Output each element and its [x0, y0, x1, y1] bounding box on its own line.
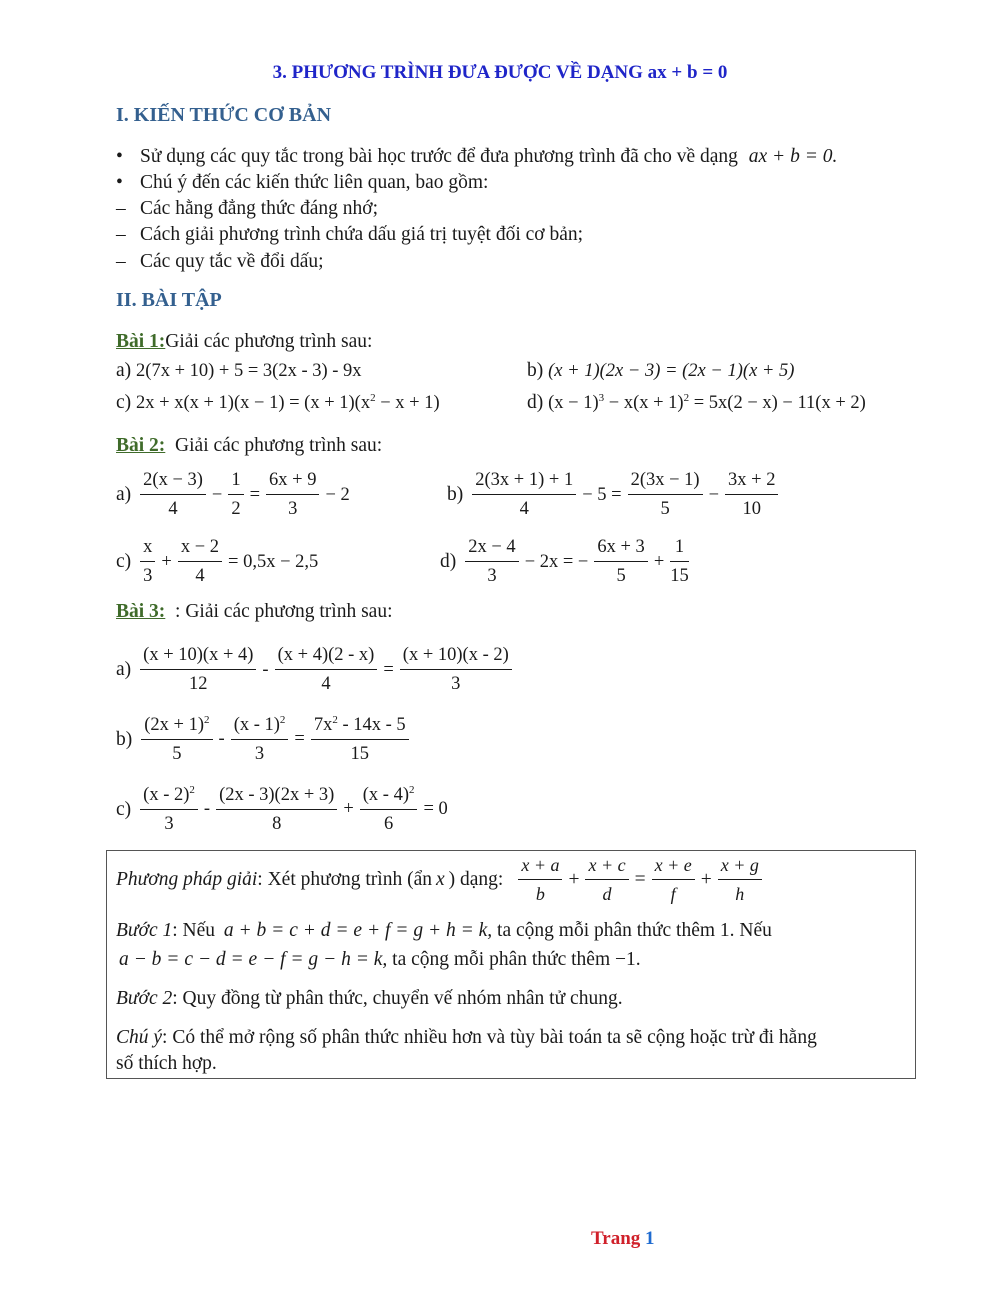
bullet-icon: • — [116, 172, 123, 193]
dash-item: – Cách giải phương trình chứa dấu giá trị tuyệt đối cơ bản; — [116, 224, 584, 245]
bullet-icon: • — [116, 146, 123, 167]
exercise-2c: c) $\frac{x}{3}$ + $\frac{x - 2}{4}$ = 0,5x − 2,5 — [116, 537, 319, 586]
exercise-1a: a) 2(7x + 10) + 5 = 3(2x - 3) - 9x — [116, 360, 362, 381]
exercise-2d: d) $\frac{2x - 4}{3}$ − 2x = − $\frac{6x + 3}{5}$ + $\frac{1}{15}$ — [440, 537, 689, 586]
method-intro: Phương pháp giải : Xét phương trình (ẩn x ) dạng: $\frac{x + a}{b}$ + $\frac{x + c}{d}$ = $\frac{x + e}{f}$ + $\frac{x + g}{h}$ — [116, 855, 765, 905]
dash-item: – Các quy tắc về đổi dấu; — [116, 251, 324, 272]
exercise-1b: b) (x + 1)(2x − 3) = (2x − 1)(x + 5) — [527, 360, 795, 381]
exercise-3c: c) $\frac{(x - 2)^2}{3}$ - $\frac{(2x - 3)(2x + 3)}{8}$ + $\frac{(x - 4)^2}{6}$ = 0 — [116, 784, 448, 834]
section-heading-kien-thuc: I. KIẾN THỨC CƠ BẢN — [116, 104, 332, 126]
exercise-2b: b) $\frac{2(3x + 1) + 1}{4}$ − 5 = $\frac{2(3x - 1)}{5}$ − $\frac{3x + 2}{10}$ — [447, 470, 781, 520]
method-note: Chú ý: Có thể mở rộng số phân thức nhiều hơn và tùy bài toán ta sẽ cộng hoặc trừ đi hằng — [116, 1027, 817, 1048]
exercise-2a: a) $\frac{2(x - 3)}{4}$ − $\frac{1}{2}$ = $\frac{6x + 9}{3}$ − 2 — [116, 470, 350, 519]
exercise-3b: b) $\frac{(2x + 1)^2}{5}$ - $\frac{(x - 1)^2}{3}$ = $\frac{7x^2 - 14x - 5}{15}$ — [116, 714, 412, 765]
section-heading-bai-tap: II. BÀI TẬP — [116, 289, 222, 311]
method-note-cont: số thích hợp. — [116, 1053, 217, 1074]
page-title: 3. PHƯƠNG TRÌNH ĐƯA ĐƯỢC VỀ DẠNG ax + b = 0 — [272, 62, 728, 83]
exercise-1c: c) $2x + x(x + 1)(x - 1) = (x + 1)(x^2 - x + 1)$ — [116, 392, 440, 413]
exercise-3-heading: Bài 3: : Giải các phương trình sau: — [116, 601, 393, 622]
method-step-1: Bước 1: Nếu a + b = c + d = e + f = g + h = k, ta cộng mỗi phân thức thêm 1. Nếu — [116, 920, 772, 941]
math-expression: ax + b = 0. — [748, 146, 838, 167]
method-step-1-cont: a − b = c − d = e − f = g − h = k, ta cộng mỗi phân thức thêm −1. — [119, 949, 641, 970]
bullet-item: • Sử dụng các quy tắc trong bài học trước để đưa phương trình đã cho về dạng ax + b = 0. — [116, 144, 837, 170]
dash-item: – Các hằng đẳng thức đáng nhớ; — [116, 198, 379, 219]
method-step-2: Bước 2: Quy đồng từ phân thức, chuyển vế nhóm nhân tử chung. — [116, 988, 623, 1009]
bullet-item: • Chú ý đến các kiến thức liên quan, bao gồm: — [116, 170, 488, 196]
exercise-1d: d) $(x - 1)^3 - x(x + 1)^2 = 5x(2 - x) - 11(x + 2)$ — [527, 392, 866, 413]
page-number: Trang 1 — [591, 1228, 655, 1249]
exercise-1-heading: Bài 1:Giải các phương trình sau: — [116, 331, 373, 352]
exercise-2-heading: Bài 2: Giải các phương trình sau: — [116, 435, 383, 456]
exercise-3a: a) $\frac{(x + 10)(x + 4)}{12}$ - $\frac{(x + 4)(2 - x)}{4}$ = $\frac{(x + 10)(x - 2)}{3}$ — [116, 645, 515, 695]
